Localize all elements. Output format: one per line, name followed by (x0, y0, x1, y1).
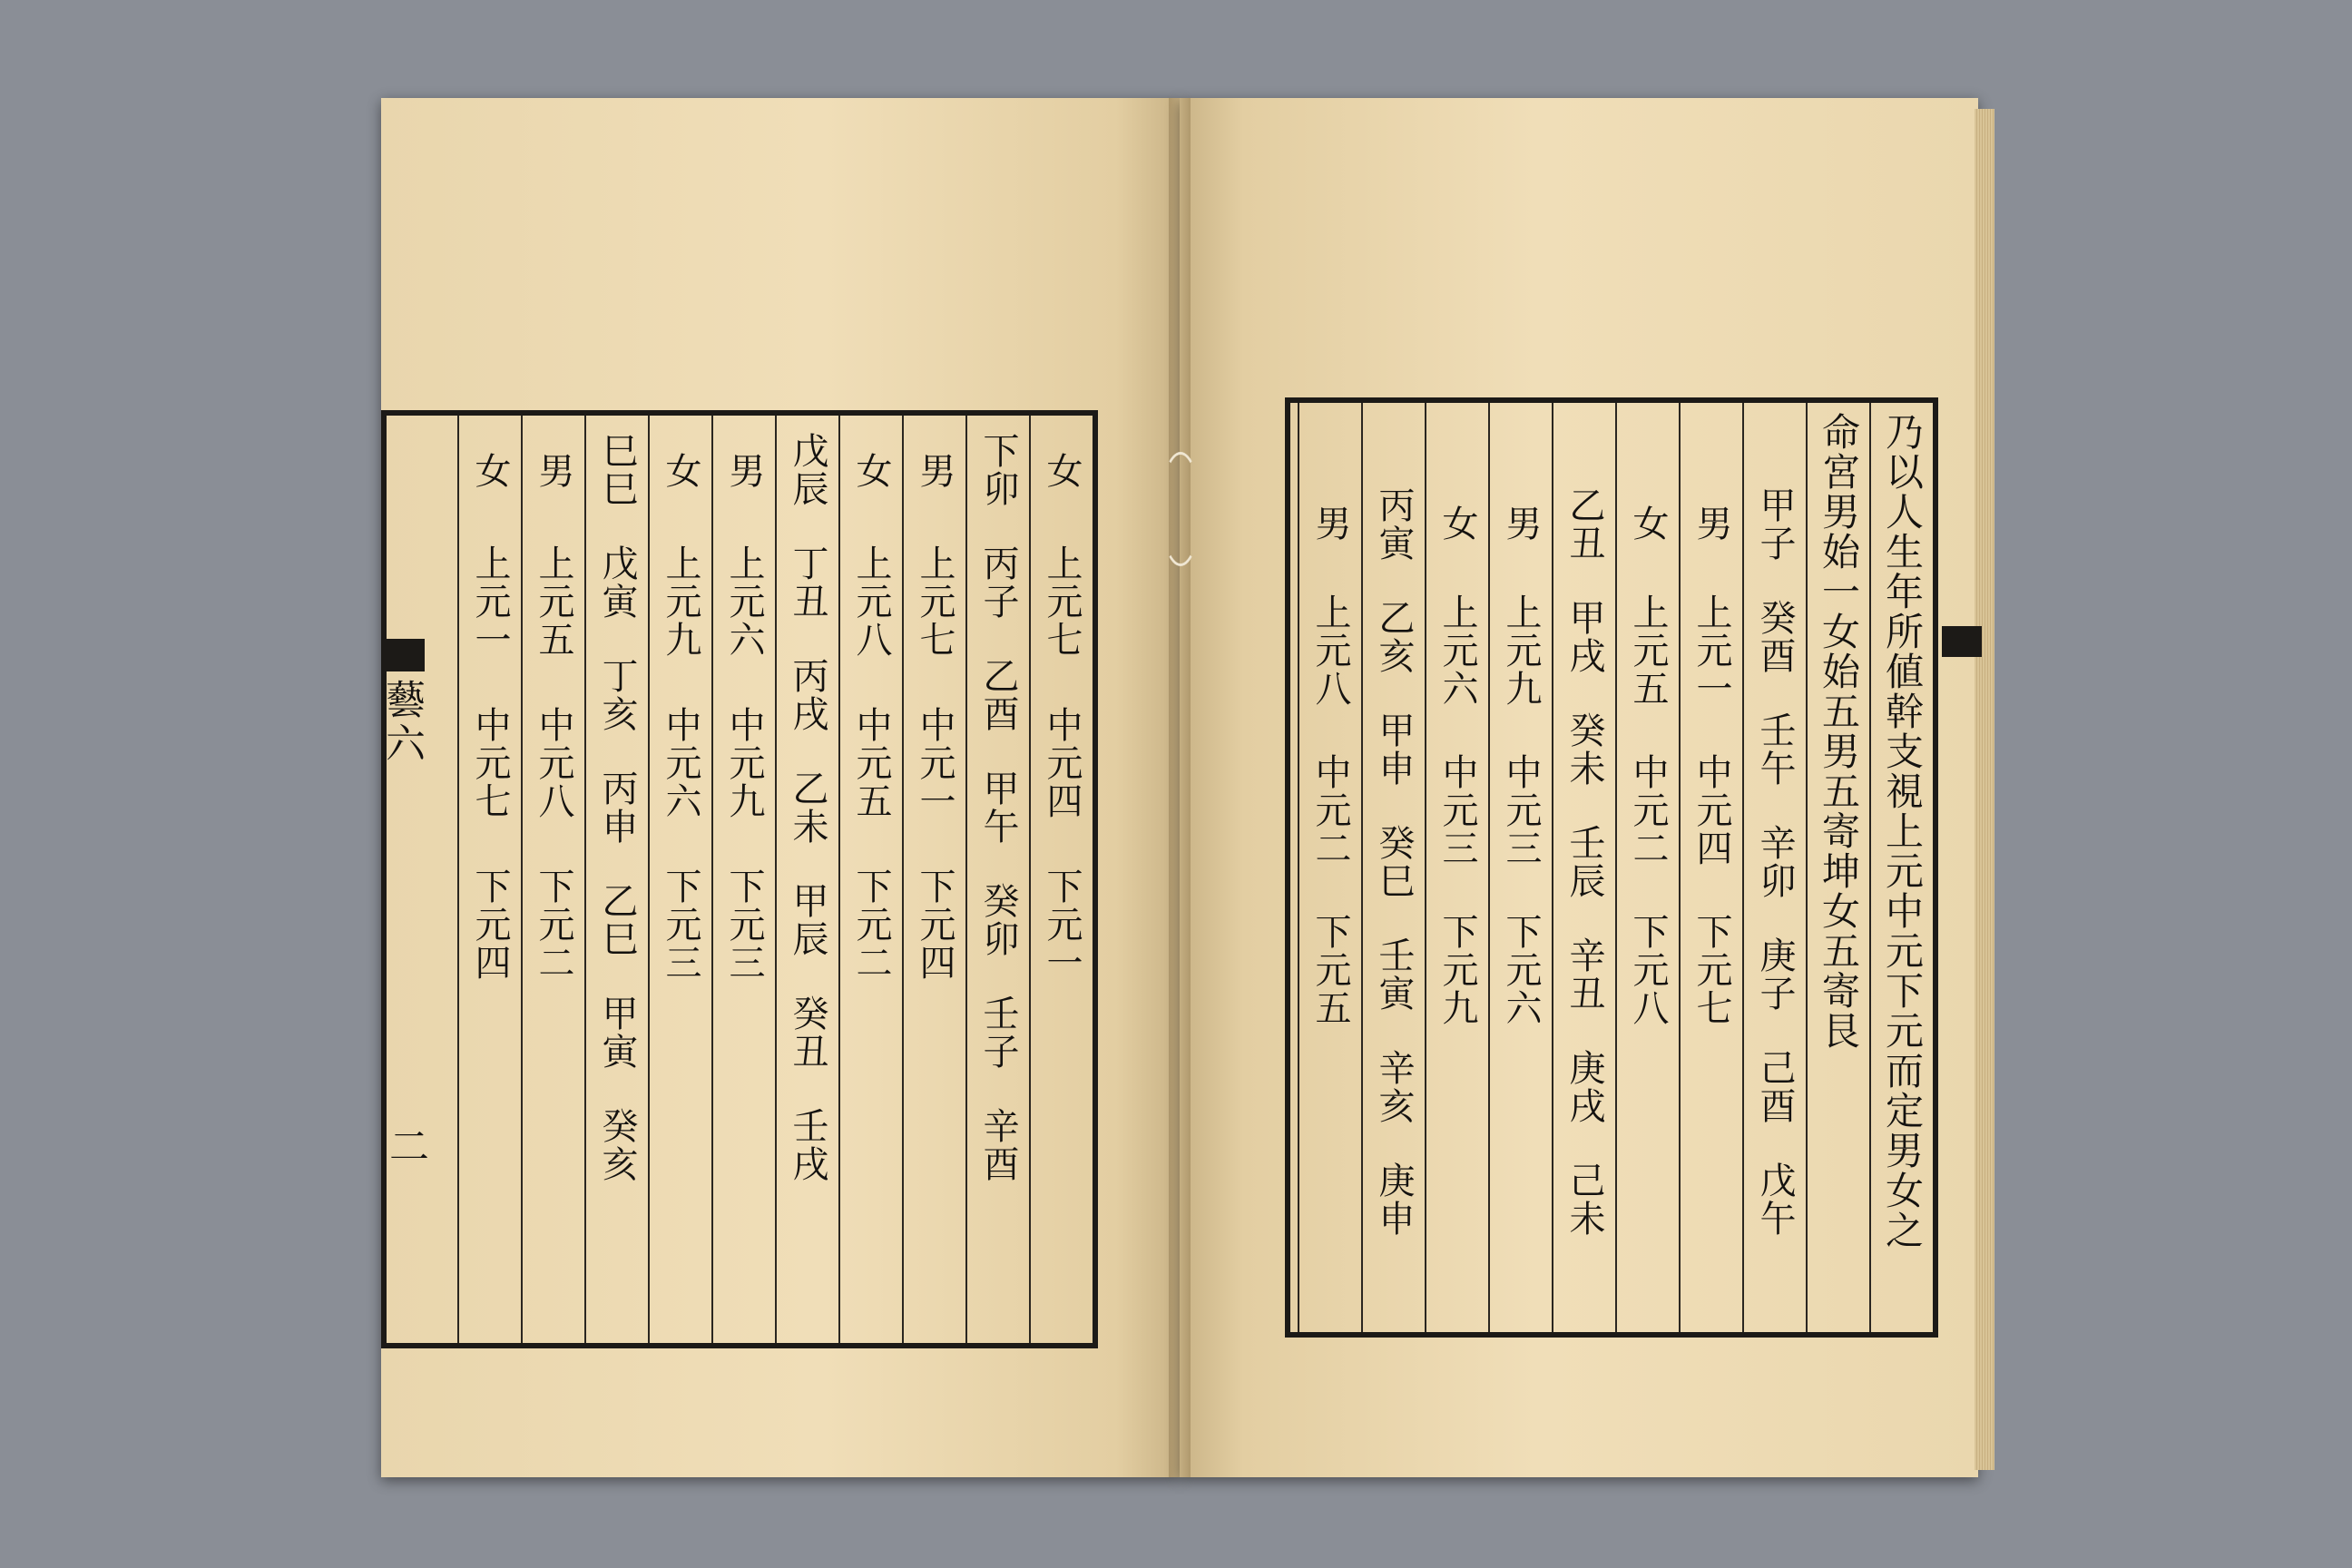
right-cell: 己未 (1563, 1161, 1605, 1238)
left-column-4 (838, 416, 902, 1343)
right-column-2 (1679, 403, 1742, 1332)
left-cell: 女 (1041, 452, 1083, 490)
left-cell: 中元四 (1041, 706, 1083, 820)
right-cell: 壬午 (1754, 711, 1796, 788)
right-cell: 辛卯 (1754, 824, 1796, 900)
right-cell: 甲申 (1373, 711, 1415, 788)
right-text-frame (1285, 397, 1938, 1338)
right-cell: 女 (1436, 505, 1478, 543)
right-intro-column-2 (1806, 403, 1869, 1332)
left-cell: 上元八 (850, 544, 892, 659)
left-cell: 甲辰 (787, 882, 828, 958)
right-cell: 癸巳 (1373, 824, 1415, 900)
left-cell: 乙巳 (596, 882, 638, 958)
left-cell: 男 (914, 452, 956, 490)
right-cell: 上元九 (1500, 593, 1542, 708)
left-cell: 下元二 (850, 867, 892, 982)
right-intro-text: 乃以人生年所値幹支視上元中元下元而定男女之 (1880, 412, 1925, 1250)
right-cell: 下元九 (1436, 913, 1478, 1027)
right-intro-column-1 (1869, 403, 1933, 1332)
left-cell: 女 (469, 452, 511, 490)
left-cell: 女 (660, 452, 701, 490)
left-column-10 (457, 416, 521, 1343)
left-cell: 下元三 (660, 867, 701, 982)
left-cell: 癸丑 (787, 995, 828, 1071)
right-cell: 庚申 (1373, 1161, 1415, 1238)
right-cell: 甲子 (1754, 486, 1796, 563)
right-cell: 下元七 (1690, 913, 1732, 1027)
right-cell: 辛亥 (1373, 1049, 1415, 1125)
right-cell: 男 (1309, 505, 1351, 543)
left-column-3 (902, 416, 965, 1343)
right-column-1 (1742, 403, 1806, 1332)
left-cell: 上元九 (660, 544, 701, 659)
fold-fish-tail-right (1942, 626, 1982, 657)
right-cell: 下元八 (1627, 913, 1669, 1027)
right-cell: 上元一 (1690, 593, 1732, 708)
right-cell: 丙寅 (1373, 486, 1415, 563)
left-cell: 甲午 (977, 769, 1019, 846)
left-cell: 中元八 (533, 706, 574, 820)
left-cell: 上元七 (914, 544, 956, 659)
right-cell: 癸未 (1563, 711, 1605, 788)
left-cell: 上元一 (469, 544, 511, 659)
left-cell: 上元六 (723, 544, 765, 659)
left-column-2 (965, 416, 1029, 1343)
right-cell: 壬辰 (1563, 824, 1605, 900)
book-gutter (1169, 98, 1191, 1477)
left-cell: 下元四 (914, 867, 956, 982)
right-cell: 庚子 (1754, 936, 1796, 1013)
right-cell: 中元二 (1627, 753, 1669, 867)
left-cell: 下元二 (533, 867, 574, 982)
right-column-6 (1425, 403, 1488, 1332)
left-cell: 壬子 (977, 995, 1019, 1071)
page-edges (1975, 109, 1994, 1470)
left-cell: 丙申 (596, 769, 638, 846)
left-column-1 (1029, 416, 1093, 1343)
right-column-3 (1615, 403, 1679, 1332)
left-cell: 乙酉 (977, 657, 1019, 733)
right-cell: 中元四 (1690, 753, 1732, 867)
left-cell: 女 (850, 452, 892, 490)
right-cell: 下元五 (1309, 913, 1351, 1027)
left-cell: 丙戌 (787, 657, 828, 733)
left-cell: 中元六 (660, 706, 701, 820)
left-cell: 戊寅 (596, 544, 638, 621)
left-cell: 丁亥 (596, 657, 638, 733)
right-cell: 癸酉 (1754, 599, 1796, 675)
right-column-7 (1361, 403, 1425, 1332)
left-column-5 (775, 416, 838, 1343)
left-column-7 (648, 416, 711, 1343)
left-cell: 巳巳 (596, 432, 638, 508)
right-cell: 男 (1500, 505, 1542, 543)
left-cell: 中元九 (723, 706, 765, 820)
left-margin-title: 藝六 (378, 679, 425, 766)
left-cell: 中元五 (850, 706, 892, 820)
left-cell: 辛酉 (977, 1107, 1019, 1183)
right-cell: 上元五 (1627, 593, 1669, 708)
right-cell: 男 (1690, 505, 1732, 543)
left-cell: 上元五 (533, 544, 574, 659)
right-intro-text: 命宮男始一女始五男五寄坤女五寄艮 (1817, 412, 1861, 1051)
right-cell: 辛丑 (1563, 936, 1605, 1013)
right-cell: 上元八 (1309, 593, 1351, 708)
right-cell: 中元二 (1309, 753, 1351, 867)
right-cell: 女 (1627, 505, 1669, 543)
right-cell: 乙亥 (1373, 599, 1415, 675)
right-cell: 乙丑 (1563, 486, 1605, 563)
left-cell: 中元七 (469, 706, 511, 820)
left-cell: 男 (723, 452, 765, 490)
binding-thread (1160, 452, 1201, 566)
right-cell: 壬寅 (1373, 936, 1415, 1013)
left-cell: 上元七 (1041, 544, 1083, 659)
left-cell: 甲寅 (596, 995, 638, 1071)
fold-fish-tail-left (381, 639, 425, 671)
right-cell: 中元三 (1436, 753, 1478, 867)
left-cell: 下元三 (723, 867, 765, 982)
left-cell: 戊辰 (787, 432, 828, 508)
left-page-number: 二 (382, 1125, 428, 1169)
right-column-4 (1552, 403, 1615, 1332)
left-cell: 癸亥 (596, 1107, 638, 1183)
left-cell: 下元四 (469, 867, 511, 982)
right-cell: 己酉 (1754, 1049, 1796, 1125)
right-cell: 中元三 (1500, 753, 1542, 867)
right-cell: 甲戌 (1563, 599, 1605, 675)
left-column-9 (521, 416, 584, 1343)
left-column-6 (711, 416, 775, 1343)
left-cell: 乙未 (787, 769, 828, 846)
left-column-8 (584, 416, 648, 1343)
left-cell: 中元一 (914, 706, 956, 820)
right-cell: 庚戌 (1563, 1049, 1605, 1125)
right-column-5 (1488, 403, 1552, 1332)
right-cell: 上元六 (1436, 593, 1478, 708)
left-cell: 癸卯 (977, 882, 1019, 958)
left-cell: 下元一 (1041, 867, 1083, 982)
left-cell: 丙子 (977, 544, 1019, 621)
left-cell: 男 (533, 452, 574, 490)
left-cell: 下卯 (977, 432, 1019, 508)
left-text-frame (378, 410, 1098, 1348)
right-column-8 (1298, 403, 1361, 1332)
right-cell: 戊午 (1754, 1161, 1796, 1238)
left-cell: 壬戌 (787, 1107, 828, 1183)
left-cell: 丁丑 (787, 544, 828, 621)
right-cell: 下元六 (1500, 913, 1542, 1027)
